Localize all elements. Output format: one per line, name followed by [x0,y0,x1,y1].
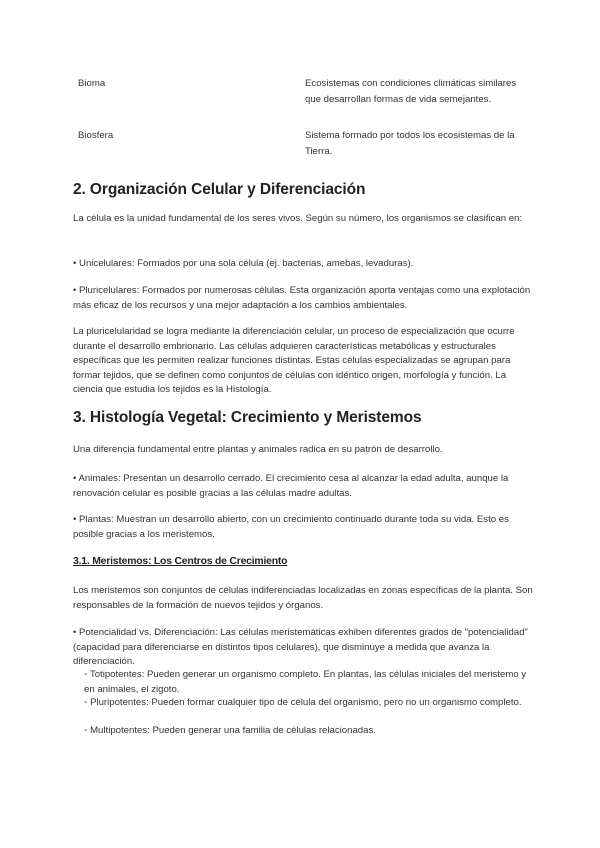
sub-bullet-pluripotentes: ◦ Pluripotentes: Pueden formar cualquier tipo de célula del organismo, pero no un organismo completo. [84,697,522,708]
section-2-heading: 2. Organización Celular y Diferenciación [73,181,366,198]
bullet-pluricelulares: • Pluricelulares: Formados por numerosas células. Esta organización aporta ventajas como una explotación más eficaz de los recursos y una mejor adaptación a los cambios ambientales. [73,285,531,311]
table-term-bioma: Bioma [78,78,106,89]
table-definition-biosfera: Sistema formado por todos los ecosistemas de la Tierra. [305,130,515,157]
paragraph-diferenciacion: La pluricelularidad se logra mediante la diferenciación celular, un proceso de especialización que ocurre durante el desarrollo embrionario. Las células adquieren características metabólicas y estructurales específicas que les permiten realizar funciones distintas. Estas células especializadas se agrupan para formar tejidos, que se definen como conjuntos de células con idéntico origen, morfología y función. La ciencia que estudia los tejidos es la Histología. [73,326,515,395]
sub-bullet-totipotentes: ◦ Totipotentes: Pueden generar un organismo completo. En plantas, las células iniciales del meristemo y en animales, el zigoto. [84,669,527,695]
section-3-heading: 3. Histología Vegetal: Crecimiento y Meristemos [73,409,422,426]
sub-bullet-multipotentes: ◦ Multipotentes: Pueden generar una familia de células relacionadas. [84,725,376,736]
table-term-biosfera: Biosfera [78,130,114,141]
subsection-3-1-heading: 3.1. Meristemos: Los Centros de Crecimiento [73,556,288,567]
bullet-unicelulares: • Unicelulares: Formados por una sola célula (ej. bacterias, amebas, levaduras). [73,258,414,269]
subsection-3-1-intro: Los meristemos son conjuntos de células indiferenciadas localizadas en zonas específicas de la planta. Son responsables de la formación de nuevos tejidos y órganos. [73,585,533,611]
table-definition-bioma: Ecosistemas con condiciones climáticas similares que desarrollan formas de vida semejantes. [305,78,517,105]
bullet-potencialidad: • Potencialidad vs. Diferenciación: Las células meristemáticas exhiben diferentes grados de "potencialidad" (capacidad para diferenciarse en distintos tipos celulares), que disminuye a medida que avanza la diferenciación. [73,627,528,667]
bullet-animales: • Animales: Presentan un desarrollo cerrado. El crecimiento cesa al alcanzar la edad adulta, aunque la renovación celular es posible gracias a las células madre adultas. [73,473,509,499]
section-2-intro: La célula es la unidad fundamental de los seres vivos. Según su número, los organismos se clasifican en: [73,213,523,224]
bullet-plantas: • Plantas: Muestran un desarrollo abierto, con un crecimiento continuado durante toda su vida. Esto es posible gracias a los meristemos. [73,514,509,540]
section-3-intro: Una diferencia fundamental entre plantas y animales radica en su patrón de desarrollo. [73,444,443,455]
